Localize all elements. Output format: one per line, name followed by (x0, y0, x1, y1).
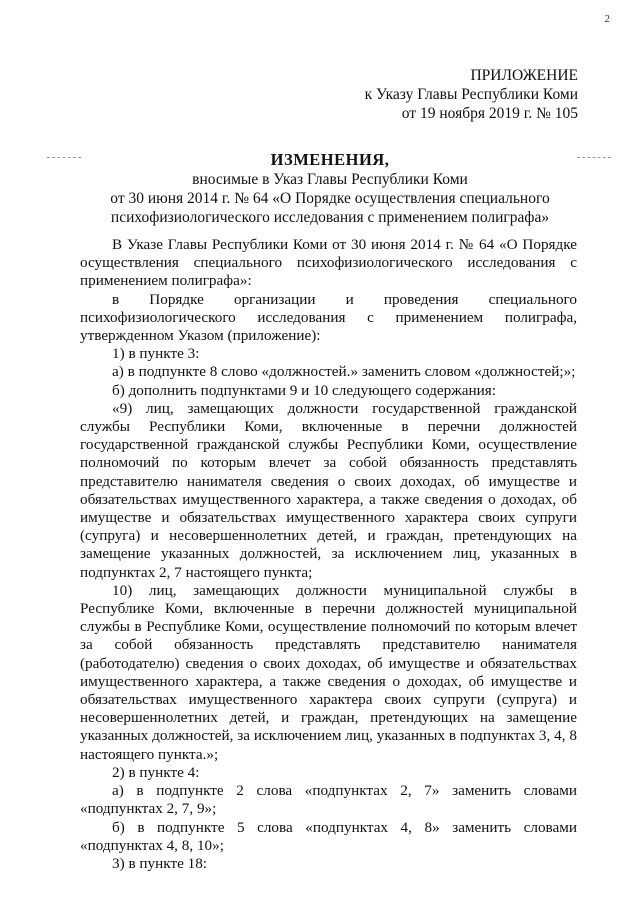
paragraph-subitem-10: 10) лиц, замещающих должности муниципальной службы в Республике Коми, включенные в перечни должностей муниципальной службы в Республике Коми, осуществление полномочий по которым влечет за собой обязанность представлять представителю нанимателя (работодателю) сведения о своих доходах, об имуществе и обязательствах имущественного характера, а также сведения о доходах, об имуществе и обязательствах имущественного характера своих супруги (супруга) и несовершеннолетних детей, и граждан, претендующих на замещение указанных должностей, за исключением лиц, указанных в подпунктах 3, 4, 8 настоящего пункта.»; (80, 581, 577, 763)
paragraph-item-1b: б) дополнить подпунктами 9 и 10 следующего содержания: (112, 381, 496, 399)
appendix-title: ПРИЛОЖЕНИЕ (470, 67, 578, 84)
paragraph-order: в Порядке организации и проведения специального психофизиологического исследования с применением полиграфа, утвержденном Указом (приложение): (80, 290, 577, 345)
document-body (80, 236, 577, 873)
heading-line-2: от 30 июня 2014 г. № 64 «О Порядке осуществления специального (110, 190, 550, 207)
appendix-line-1: к Указу Главы Республики Коми (364, 86, 578, 103)
page-number: 2 (604, 13, 610, 25)
heading-line-3: психофизиологического исследования с применением полиграфа» (110, 209, 550, 226)
paragraph-item-2b: б) в подпункте 5 слова «подпунктах 4, 8» заменить словами «подпунктах 4, 8, 10»; (80, 818, 577, 854)
paragraph-item-3: 3) в пункте 18: (112, 854, 208, 872)
appendix-block (365, 66, 578, 123)
paragraph-item-1: 1) в пункте 3: (112, 345, 200, 363)
paragraph-item-1a: а) в подпункте 8 слово «должностей.» заменить словом «должностей;»; (112, 363, 576, 381)
paragraph-item-2a: а) в подпункте 2 слова «подпунктах 2, 7» заменить словами «подпунктах 2, 7, 9»; (80, 782, 577, 818)
paragraph-intro: В Указе Главы Республики Коми от 30 июня 2014 г. № 64 «О Порядке осуществления специального психофизиологического исследования с применением полиграфа»: (80, 236, 577, 290)
heading-line-1: вносимые в Указ Главы Республики Коми (192, 171, 468, 188)
appendix-line-2: от 19 ноября 2019 г. № 105 (401, 105, 578, 122)
heading-title: ИЗМЕНЕНИЯ, (270, 150, 390, 169)
document-heading (70, 150, 590, 227)
paragraph-subitem-9: «9) лиц, замещающих должности государственной гражданской службы Республики Коми, включенные в перечни должностей государственной гражданской службы Республики Коми, осуществление полномочий по которым влечет за собой обязанность представлять представителю нанимателя сведения о своих доходах, об имуществе и обязательствах имущественного характера, а также сведения о доходах, об имуществе и обязательствах имущественного характера своих супруги (супруга) и несовершеннолетних детей, и граждан, претендующих на замещение указанных должностей, за исключением лиц, указанных в подпунктах 2, 7 настоящего пункта; (80, 399, 577, 581)
paragraph-item-2: 2) в пункте 4: (112, 763, 200, 781)
